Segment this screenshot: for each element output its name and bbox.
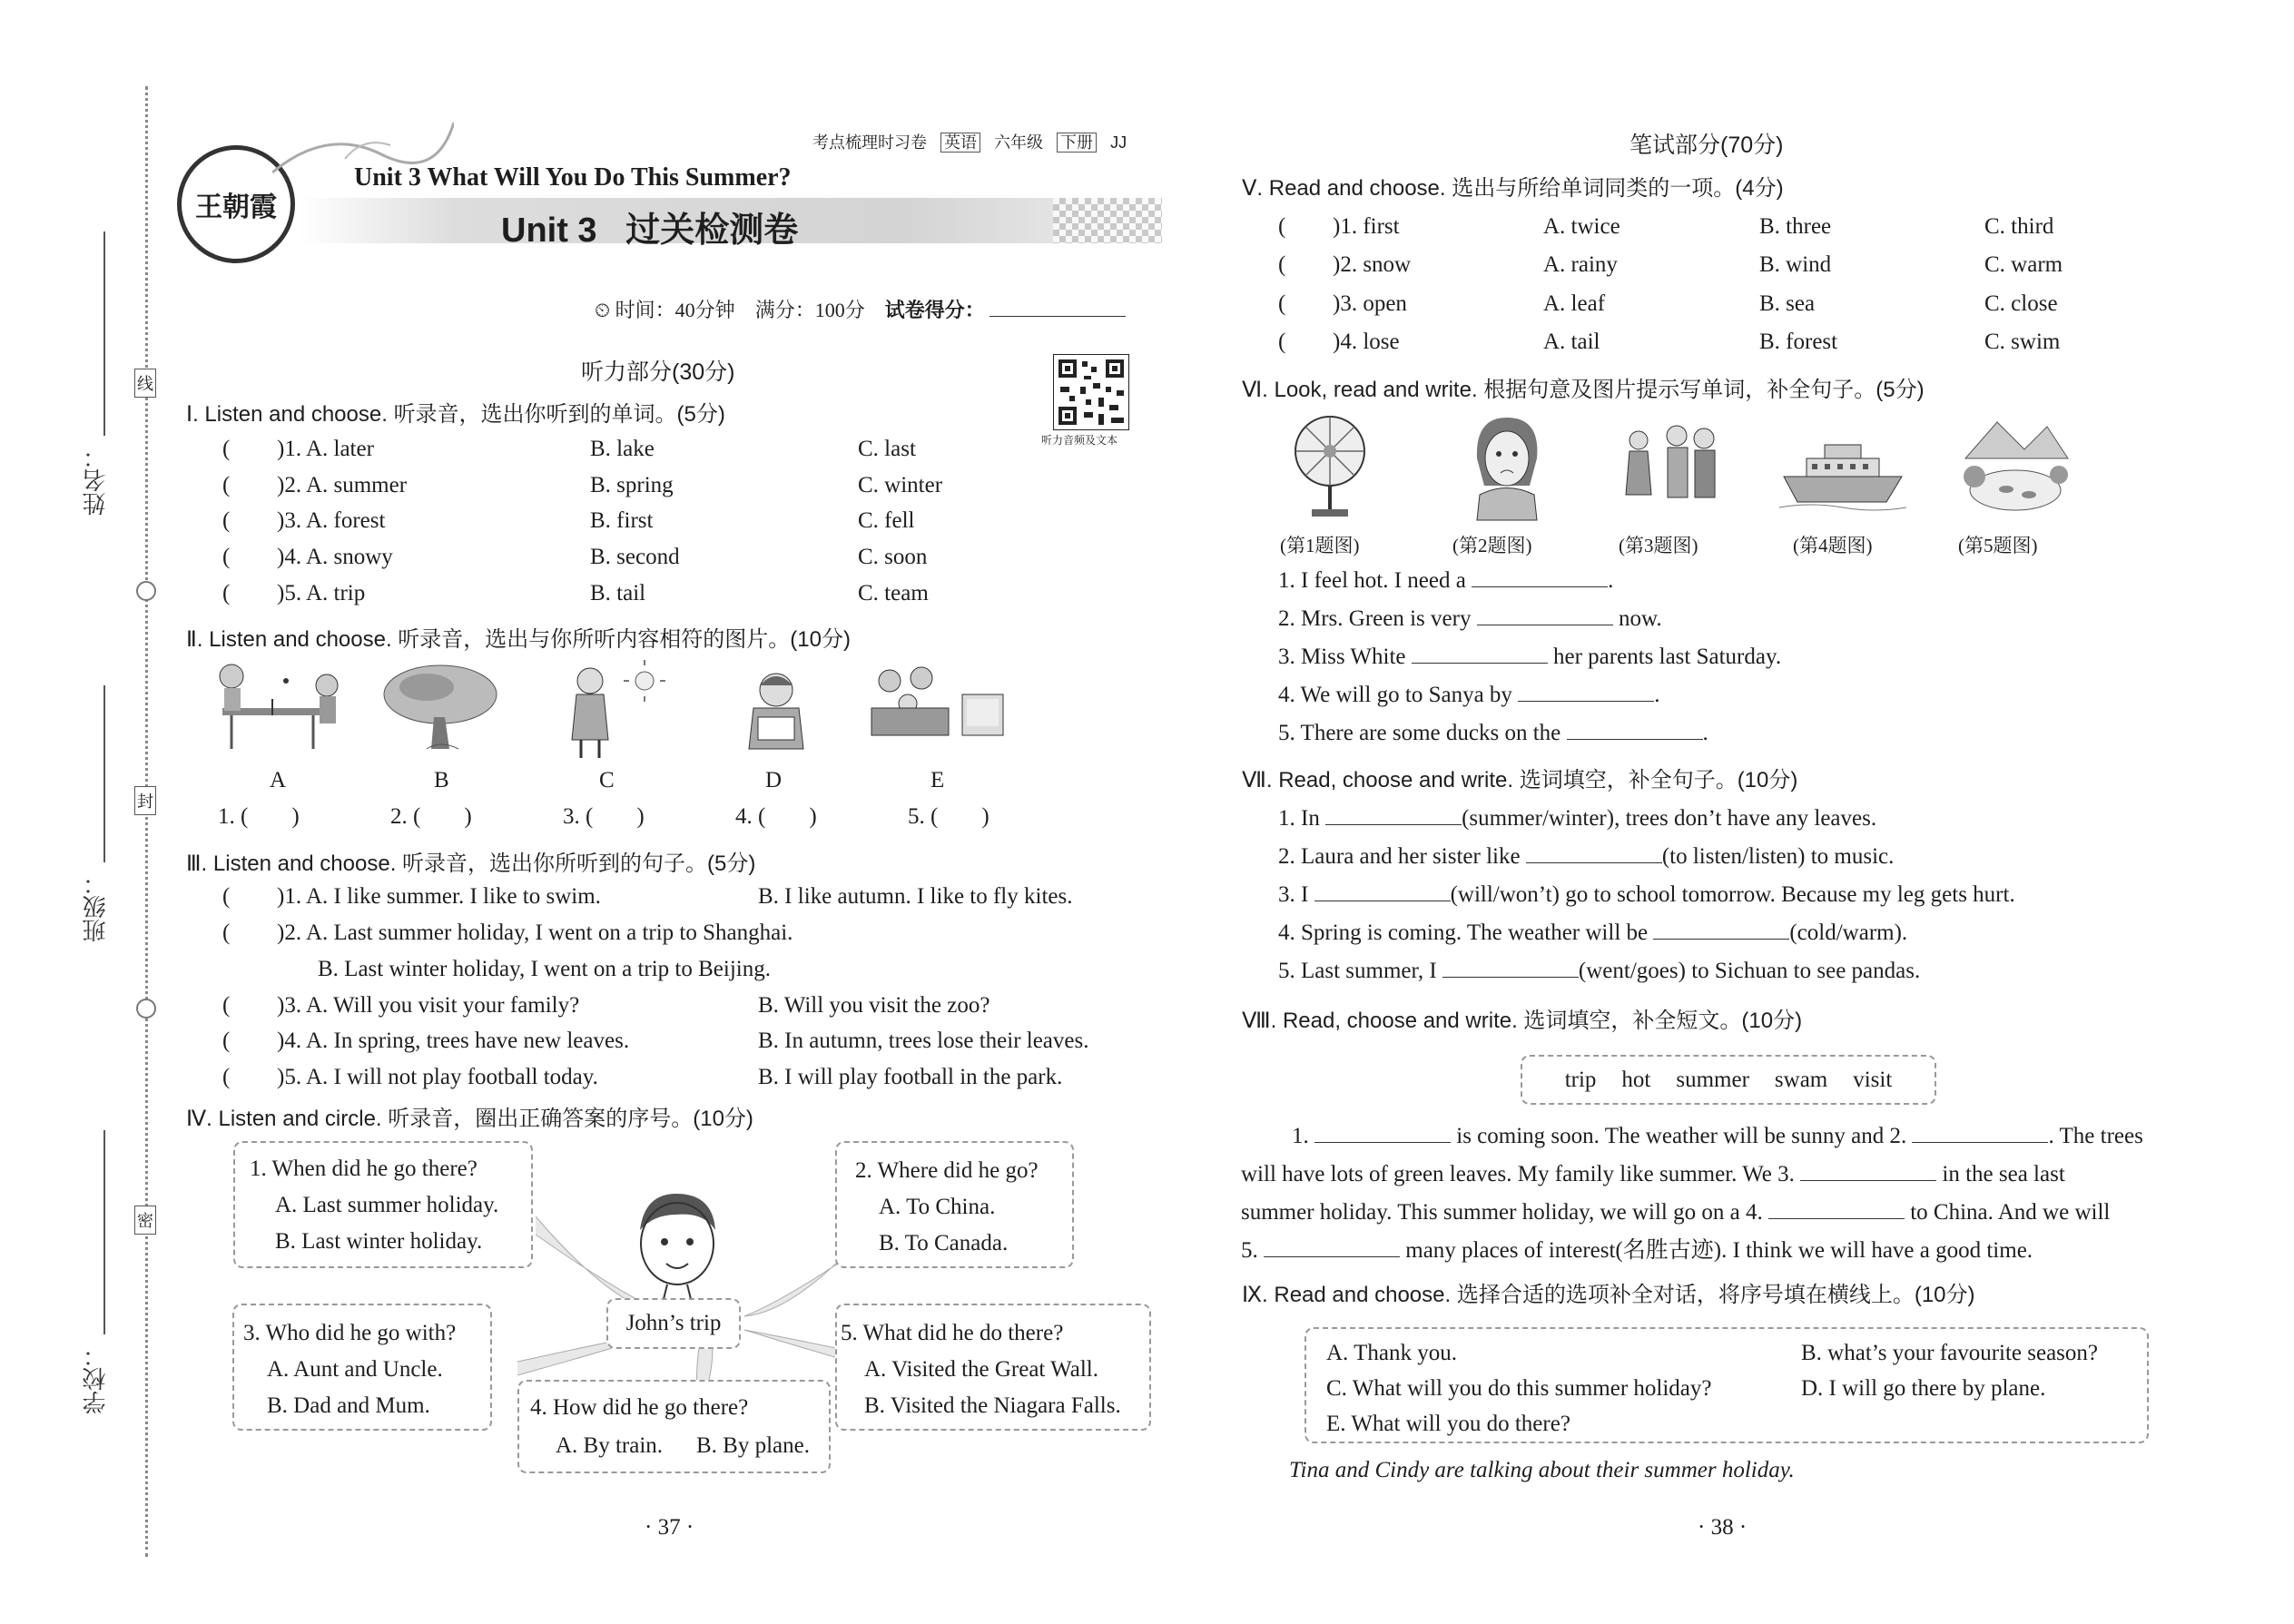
list-item[interactable]: ( )4. lose — [1278, 330, 1400, 354]
list-item[interactable]: ( )5. A. I will not play football today. — [222, 1065, 598, 1089]
list-item[interactable]: ( )3. open — [1278, 291, 1407, 316]
list-item[interactable]: ( )2. snow — [1278, 252, 1412, 277]
worried-woman-picture — [1466, 413, 1548, 522]
boy-face-icon — [626, 1189, 726, 1303]
page-number-right: · 38 · — [1698, 1515, 1748, 1540]
mindmap-center: John’s trip — [606, 1298, 741, 1349]
visit-parents-picture — [1620, 413, 1720, 522]
ship-picture — [1779, 431, 1906, 513]
word-option: trip — [1564, 1067, 1597, 1092]
option-c: C. team — [858, 581, 929, 605]
mindmap-box-4: 4. How did he go there? A. By train. B. By plane. — [517, 1380, 831, 1473]
option-b: B. Last winter holiday, I went on a trip to Beijing. — [318, 957, 771, 981]
winter-child-picture — [554, 658, 672, 763]
option-c: C. swim — [1984, 330, 2061, 354]
clock-icon: ⏲ — [595, 299, 611, 321]
section-3-title: Ⅲ. Listen and choose. 听录音，选出你所听到的句子。(5分) — [186, 851, 756, 876]
answer-slot[interactable]: 1. ( ) — [218, 804, 300, 829]
picture-caption: (第3题图) — [1619, 535, 1698, 556]
option-b: B. I like autumn. I like to fly kites. — [758, 884, 1073, 909]
picture-caption: (第1题图) — [1280, 535, 1360, 556]
section-9-title: Ⅸ. Read and choose. 选择合适的选项补全对话，将序号填在横线上。(10分) — [1242, 1283, 1975, 1307]
sentence-1: 1. In (summer/winter), trees don’t have any leaves. — [1278, 803, 1876, 832]
answer-blank[interactable] — [1314, 1121, 1451, 1143]
qr-caption: 听力音频及文本 — [1041, 434, 1118, 447]
section-4-title: Ⅳ. Listen and circle. 听录音，圈出正确答案的序号。(10分) — [186, 1107, 753, 1131]
option-b: B. second — [590, 545, 680, 569]
option-b: B. spring — [590, 473, 674, 497]
family-tv-picture — [867, 658, 1012, 763]
answer-blank[interactable] — [1912, 1121, 2048, 1143]
picture-caption: (第5题图) — [1958, 535, 2038, 556]
dialogue-options-box — [1305, 1327, 2149, 1443]
option-b[interactable]: B. Dad and Mum. — [267, 1393, 430, 1418]
binding-dotted-line — [145, 86, 148, 1557]
answer-slot[interactable]: 3. ( ) — [563, 804, 645, 829]
word-option: hot — [1621, 1067, 1651, 1092]
option-b: B. what’s your favourite season? — [1801, 1341, 2099, 1365]
answer-blank[interactable] — [1768, 1197, 1905, 1219]
option-b: B. Will you visit the zoo? — [758, 993, 990, 1018]
section-5-title: Ⅴ. Read and choose. 选出与所给单词同类的一项。(4分) — [1242, 176, 1784, 201]
dialogue-intro: Tina and Cindy are talking about their summer holiday. — [1289, 1458, 1795, 1482]
class-blank[interactable] — [103, 685, 105, 862]
option-a: A. twice — [1543, 214, 1620, 239]
passage-line-3: summer holiday. This summer holiday, we will go on a 4. to China. And we will — [1241, 1197, 2110, 1226]
option-d: D. I will go there by plane. — [1801, 1376, 2046, 1401]
mindmap-box-2: 2. Where did he go? A. To China. B. To Canada. — [835, 1141, 1074, 1268]
option-c: C. winter — [858, 473, 943, 497]
sentence-2: 2. Mrs. Green is very now. — [1278, 604, 1662, 633]
answer-slot[interactable]: 4. ( ) — [735, 804, 817, 829]
answer-slot[interactable]: 2. ( ) — [390, 804, 472, 829]
option-a[interactable]: A. Last summer holiday. — [275, 1193, 499, 1217]
option-c: C. What will you do this summer holiday? — [1326, 1376, 1712, 1401]
list-item[interactable]: ( )4. A. snowy — [222, 545, 393, 569]
section-8-title: Ⅷ. Read, choose and write. 选词填空，补全短文。(10分) — [1242, 1009, 1803, 1033]
option-b: B. tail — [590, 581, 646, 605]
option-b[interactable]: B. Visited the Niagara Falls. — [864, 1393, 1121, 1418]
picture-label: B — [434, 768, 449, 792]
section-6-title: Ⅵ. Look, read and write. 根据句意及图片提示写单词，补全句子。(5分) — [1242, 378, 1925, 402]
name-label: 姓名： — [82, 445, 109, 516]
sentence-2: 2. Laura and her sister like (to listen/listen) to music. — [1278, 842, 1894, 871]
unit-title: Unit 3 What Will You Do This Summer? — [354, 163, 792, 192]
binding-char-xian: 线 — [134, 369, 156, 398]
option-a[interactable]: A. Aunt and Uncle. — [267, 1357, 443, 1382]
list-item[interactable]: ( )2. A. Last summer holiday, I went on a trip to Shanghai. — [222, 920, 793, 945]
mindmap-box-3: 3. Who did he go with? A. Aunt and Uncle. B. Dad and Mum. — [232, 1304, 492, 1431]
option-c: C. close — [1984, 291, 2058, 316]
list-item[interactable]: ( )5. A. trip — [222, 581, 366, 605]
option-a[interactable]: A. By train. — [556, 1433, 664, 1458]
page-number-left: · 37 · — [645, 1515, 694, 1540]
answer-blank[interactable] — [1477, 604, 1613, 625]
series-header: 考点梳理时习卷 英语 六年级 下册 JJ — [812, 133, 1127, 152]
reading-boy-picture — [726, 667, 826, 763]
picture-label: A — [270, 768, 287, 792]
option-a: A. Thank you. — [1326, 1341, 1457, 1365]
class-label: 班级： — [82, 871, 109, 942]
option-e: E. What will you do there? — [1326, 1412, 1570, 1436]
mindmap-box-5: 5. What did he do there? A. Visited the Great Wall. B. Visited the Niagara Falls. — [835, 1304, 1151, 1431]
list-item[interactable]: ( )2. A. summer — [222, 473, 408, 497]
exam-info: ⏲ 时间：40分钟 满分：100分 试卷得分： — [595, 295, 1126, 323]
sentence-4: 4. Spring is coming. The weather will be (cold/warm). — [1278, 918, 1907, 947]
binding-char-mi: 密 — [134, 1206, 156, 1235]
answer-blank[interactable] — [1800, 1159, 1936, 1181]
name-blank[interactable] — [103, 231, 105, 436]
passage-line-4: 5. many places of interest(名胜古迹). I think we will have a good time. — [1241, 1235, 2033, 1265]
sentence-1: 1. I feel hot. I need a . — [1278, 566, 1613, 595]
picture-label: E — [930, 768, 945, 792]
option-b: B. In autumn, trees lose their leaves. — [758, 1029, 1089, 1053]
sentence-4: 4. We will go to Sanya by . — [1278, 680, 1659, 709]
option-c: C. fell — [858, 508, 915, 533]
answer-blank[interactable] — [1472, 566, 1608, 587]
sentence-3: 3. Miss White her parents last Saturday. — [1278, 642, 1781, 671]
unit-banner-title: Unit 3 过关检测卷 — [501, 212, 799, 250]
sentence-3: 3. I (will/won’t) go to school tomorrow. Because my leg gets hurt. — [1278, 880, 2015, 909]
option-a: A. tail — [1543, 330, 1600, 354]
option-c: C. last — [858, 437, 916, 461]
fan-picture — [1289, 413, 1371, 522]
answer-blank[interactable] — [1264, 1235, 1400, 1257]
option-b[interactable]: B. By plane. — [696, 1433, 810, 1458]
list-item[interactable]: ( )4. A. In spring, trees have new leaves. — [222, 1029, 630, 1053]
option-b: B. I will play football in the park. — [758, 1065, 1063, 1089]
passage-line-1: 1. is coming soon. The weather will be sunny and 2. . The trees — [1292, 1121, 2143, 1150]
school-label: 学校： — [82, 1343, 109, 1414]
word-option: swam — [1774, 1067, 1828, 1092]
option-b: B. forest — [1759, 330, 1838, 354]
passage-line-2: will have lots of green leaves. My family like summer. We 3. in the sea last — [1241, 1159, 2065, 1188]
section-2-title: Ⅱ. Listen and choose. 听录音，选出与你所听内容相符的图片。(10分) — [186, 627, 851, 652]
mindmap-box-1: 1. When did he go there? A. Last summer holiday. B. Last winter holiday. — [233, 1141, 533, 1268]
list-item[interactable]: ( )1. A. later — [222, 437, 374, 461]
option-b[interactable]: B. Last winter holiday. — [275, 1229, 483, 1254]
binding-char-feng: 封 — [134, 786, 156, 815]
word-bank — [1521, 1055, 1936, 1105]
answer-blank[interactable] — [1518, 680, 1654, 702]
answer-blank[interactable] — [1314, 880, 1451, 901]
option-b: B. wind — [1759, 252, 1832, 277]
picture-caption: (第2题图) — [1452, 535, 1532, 556]
word-option: summer — [1676, 1067, 1749, 1092]
list-item[interactable]: ( )1. first — [1278, 214, 1400, 239]
lake-picture — [1961, 413, 2070, 517]
option-b: B. first — [590, 508, 654, 533]
list-item[interactable]: ( )3. A. forest — [222, 508, 386, 533]
option-b: B. lake — [590, 437, 655, 461]
sentence-5: 5. There are some ducks on the . — [1278, 718, 1708, 747]
option-a[interactable]: A. Visited the Great Wall. — [864, 1357, 1099, 1382]
list-item[interactable]: ( )1. A. I like summer. I like to swim. — [222, 884, 601, 909]
qr-code-icon[interactable] — [1053, 354, 1129, 430]
answer-slot[interactable]: 5. ( ) — [908, 804, 989, 829]
answer-blank[interactable] — [1526, 842, 1662, 863]
sentence-5: 5. Last summer, I (went/goes) to Sichuan to see pandas. — [1278, 956, 1920, 985]
writing-heading: 笔试部分(70分) — [1629, 133, 1784, 158]
section-1-title: Ⅰ. Listen and choose. 听录音，选出你听到的单词。(5分) — [186, 402, 725, 427]
school-blank[interactable] — [103, 1130, 105, 1334]
ribbon-decoration — [272, 118, 454, 191]
listening-heading: 听力部分(30分) — [581, 359, 735, 385]
binding-hole-icon — [136, 999, 156, 1019]
option-b[interactable]: B. To Canada. — [879, 1231, 1009, 1255]
answer-blank[interactable] — [1442, 956, 1579, 978]
option-b: B. sea — [1759, 291, 1816, 316]
option-a: A. leaf — [1543, 291, 1606, 316]
banner-checker-decoration — [1053, 198, 1162, 243]
binding-hole-icon — [136, 581, 156, 601]
list-item[interactable]: ( )3. A. Will you visit your family? — [222, 993, 580, 1018]
tree-picture — [381, 658, 499, 763]
option-a[interactable]: A. To China. — [879, 1195, 996, 1219]
word-option: visit — [1853, 1067, 1893, 1092]
option-c: C. soon — [858, 545, 928, 569]
answer-blank[interactable] — [1653, 918, 1789, 940]
answer-blank[interactable] — [1325, 803, 1462, 825]
option-b: B. three — [1759, 214, 1832, 239]
option-a: A. rainy — [1543, 252, 1618, 277]
picture-label: C — [599, 768, 615, 792]
picture-caption: (第4题图) — [1793, 535, 1873, 556]
score-blank[interactable] — [989, 295, 1126, 317]
option-c: C. warm — [1984, 252, 2063, 277]
section-7-title: Ⅶ. Read, choose and write. 选词填空，补全句子。(10分) — [1242, 768, 1798, 792]
answer-blank[interactable] — [1567, 718, 1703, 740]
option-c: C. third — [1984, 214, 2054, 239]
picture-label: D — [765, 768, 783, 792]
answer-blank[interactable] — [1412, 642, 1548, 664]
ping-pong-picture — [204, 658, 350, 763]
brand-logo: 王朝霞 — [177, 145, 295, 263]
